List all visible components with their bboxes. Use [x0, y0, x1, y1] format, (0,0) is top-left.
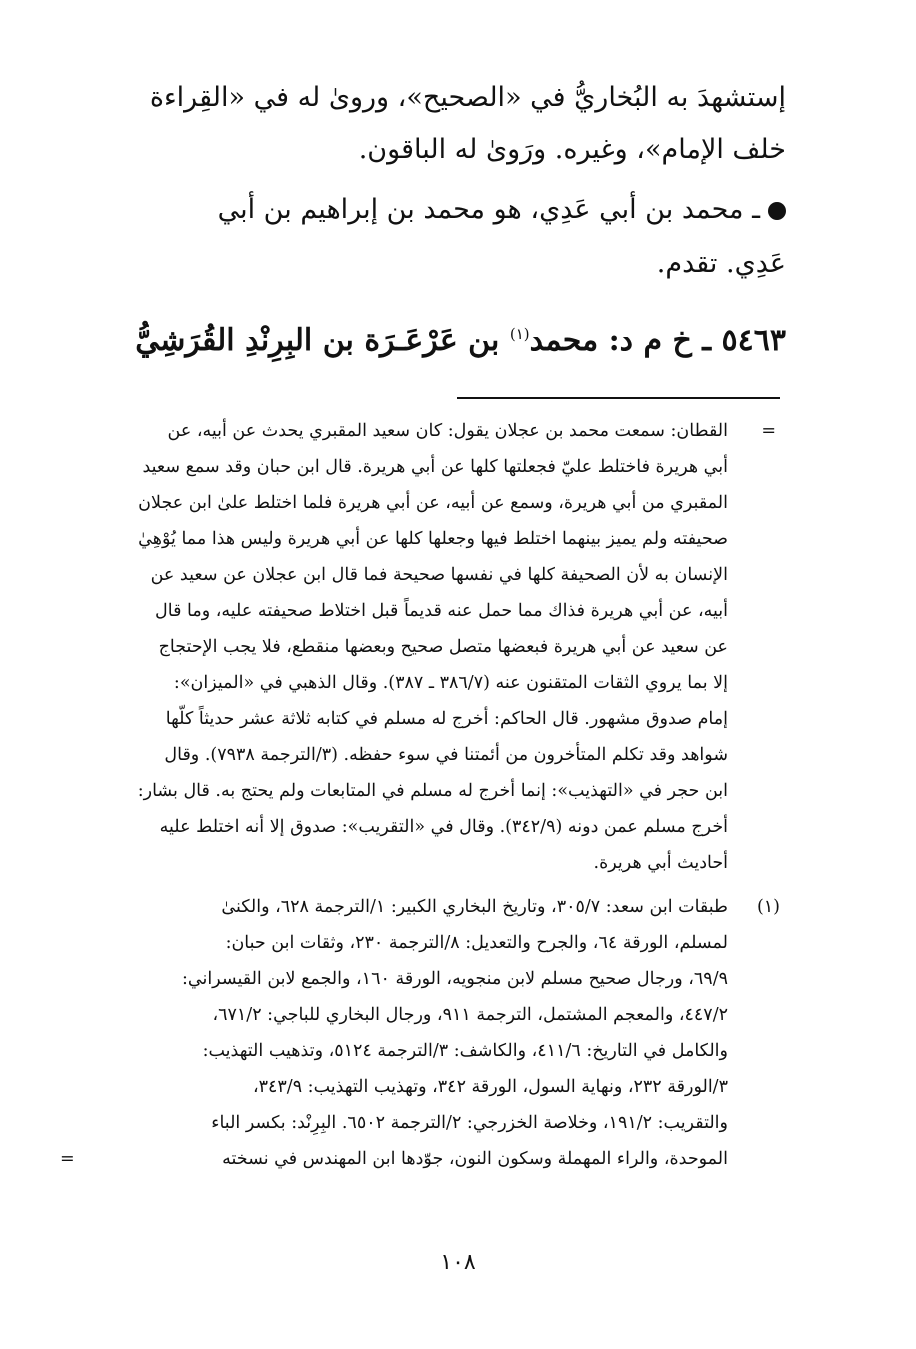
- footnote-1-line: ٣/الورقة ٢٣٢، ونهاية السول، الورقة ٣٤٢، وتهذيب التهذيب: ٣٤٣/٩،: [252, 1077, 728, 1097]
- footnote-continuation-line: إلا بما يروي الثقات المتقنون عنه (٣٨٦/٧ ـ ٣٨٧). وقال الذهبي في «الميزان»:: [173, 673, 728, 693]
- footnote-continuation-line: أخرج مسلم عمن دونه (٣٤٢/٩). وقال في «التقريب»: صدوق إلا أنه اختلط عليه: [159, 817, 728, 837]
- footnote-1-line: ٤٤٧/٢، والمعجم المشتمل، الترجمة ٩١١، ورجال البخاري للباجي: ٦٧١/٢،: [212, 1005, 728, 1025]
- footnote-1-line: الموحدة، والراء المهملة وسكون النون، جوّدها ابن المهندس في نسخته: [222, 1149, 728, 1169]
- footnote-continuation-line: عن سعيد عن أبي هريرة فبعضها متصل صحيح وبعضها منقطع، فلا يجب الإحتجاج: [158, 637, 728, 657]
- footnote-continuation-line: أحاديث أبي هريرة.: [593, 853, 728, 873]
- footnote-1-line: والكامل في التاريخ: ٤١١/٦، والكاشف: ٣/الترجمة ٥١٢٤، وتذهيب التهذيب:: [202, 1041, 728, 1061]
- footnote-continuation-line: أبي هريرة فاختلط عليّ فجعلتها كلها عن أبي هريرة. قال ابن حبان وقد سمع سعيد: [142, 457, 728, 477]
- footnote-continuation-line: شواهد وقد تكلم المتأخرون من أئمتنا في سوء حفظه. (٣/الترجمة ٧٩٣٨). وقال: [164, 745, 728, 765]
- entry-heading: [86, 312, 786, 363]
- footnote-continuation-line: الإنسان به لأن الصحيفة كلها في نفسها صحيحة فما قال ابن عجلان عن سعيد عن: [150, 565, 728, 585]
- cross-reference-text: ـ محمد بن أبي عَدِي، هو محمد بن إبراهيم بن أبي: [217, 194, 760, 225]
- footnote-1-line: والتقريب: ١٩١/٢، وخلاصة الخزرجي: ٢/الترجمة ٦٥٠٢. البِرِنْد: بكسر الباء: [211, 1113, 728, 1133]
- footnote-1-line: ٦٩/٩، ورجال صحيح مسلم لابن منجويه، الورقة ١٦٠، والجمع لابن القيسراني:: [181, 969, 728, 989]
- footnote-continuation-line: أبيه، عن أبي هريرة فذاك مما حمل عنه قديماً قبل اختلاط صحيفته عليه، وما قال: [155, 601, 728, 621]
- page-number: ١٠٨: [440, 1250, 476, 1275]
- entry-name-rest: بن عَرْعَـرَة بن البِرِنْدِ القُرَشِيُّ: [135, 323, 500, 358]
- main-text-line-2: خلف الإمام»، وغيره. ورَوىٰ له الباقون.: [358, 134, 786, 165]
- continuation-marker: =: [761, 421, 776, 441]
- continues-marker: =: [60, 1149, 75, 1169]
- footnote-1-line: لمسلم، الورقة ٦٤، والجرح والتعديل: ٨/الترجمة ٢٣٠، وثقات ابن حبان:: [225, 933, 728, 953]
- bullet-icon: [768, 202, 786, 220]
- footnote-continuation-line: إمام صدوق مشهور. قال الحاكم: أخرج له مسلم في كتابه ثلاثة عشر حديثاً كلّها: [165, 709, 728, 729]
- footnote-continuation-line: صحيفته ولم يميز بينهما اختلط فيها وجعلها كلها عن أبي هريرة وليس هذا مما يُوْهِيٰ: [138, 529, 728, 549]
- footnote-continuation-line: المقبري من أبي هريرة، وسمع عن أبيه، عن أبي هريرة فلما اختلط علىٰ ابن عجلان: [138, 493, 728, 513]
- main-text-line-4: عَدِي. تقدم.: [656, 248, 786, 279]
- entry-name-first: محمد: [529, 323, 599, 358]
- footnote-continuation-line: ابن حجر في «التهذيب»: إنما أخرج له مسلم في المتابعات ولم يحتج به. قال بشار:: [137, 781, 728, 801]
- footnote-reference: (١): [509, 325, 530, 343]
- footnote-1-line: طبقات ابن سعد: ٣٠٥/٧، وتاريخ البخاري الكبير: ١/الترجمة ٦٢٨، والكنىٰ: [221, 897, 728, 917]
- footnote-1-marker: (١): [756, 897, 780, 917]
- main-text-line-3: [86, 190, 786, 230]
- main-text-line-1: إستشهدَ به البُخاريُّ في «الصحيح»، وروىٰ له في «القِراءة: [149, 82, 786, 113]
- entry-number-codes: ٥٤٦٣ ـ خ م د:: [608, 323, 786, 358]
- footnote-continuation-line: القطان: سمعت محمد بن عجلان يقول: كان سعيد المقبري يحدث عن أبيه، عن: [167, 421, 728, 441]
- footnote-separator: [457, 397, 780, 399]
